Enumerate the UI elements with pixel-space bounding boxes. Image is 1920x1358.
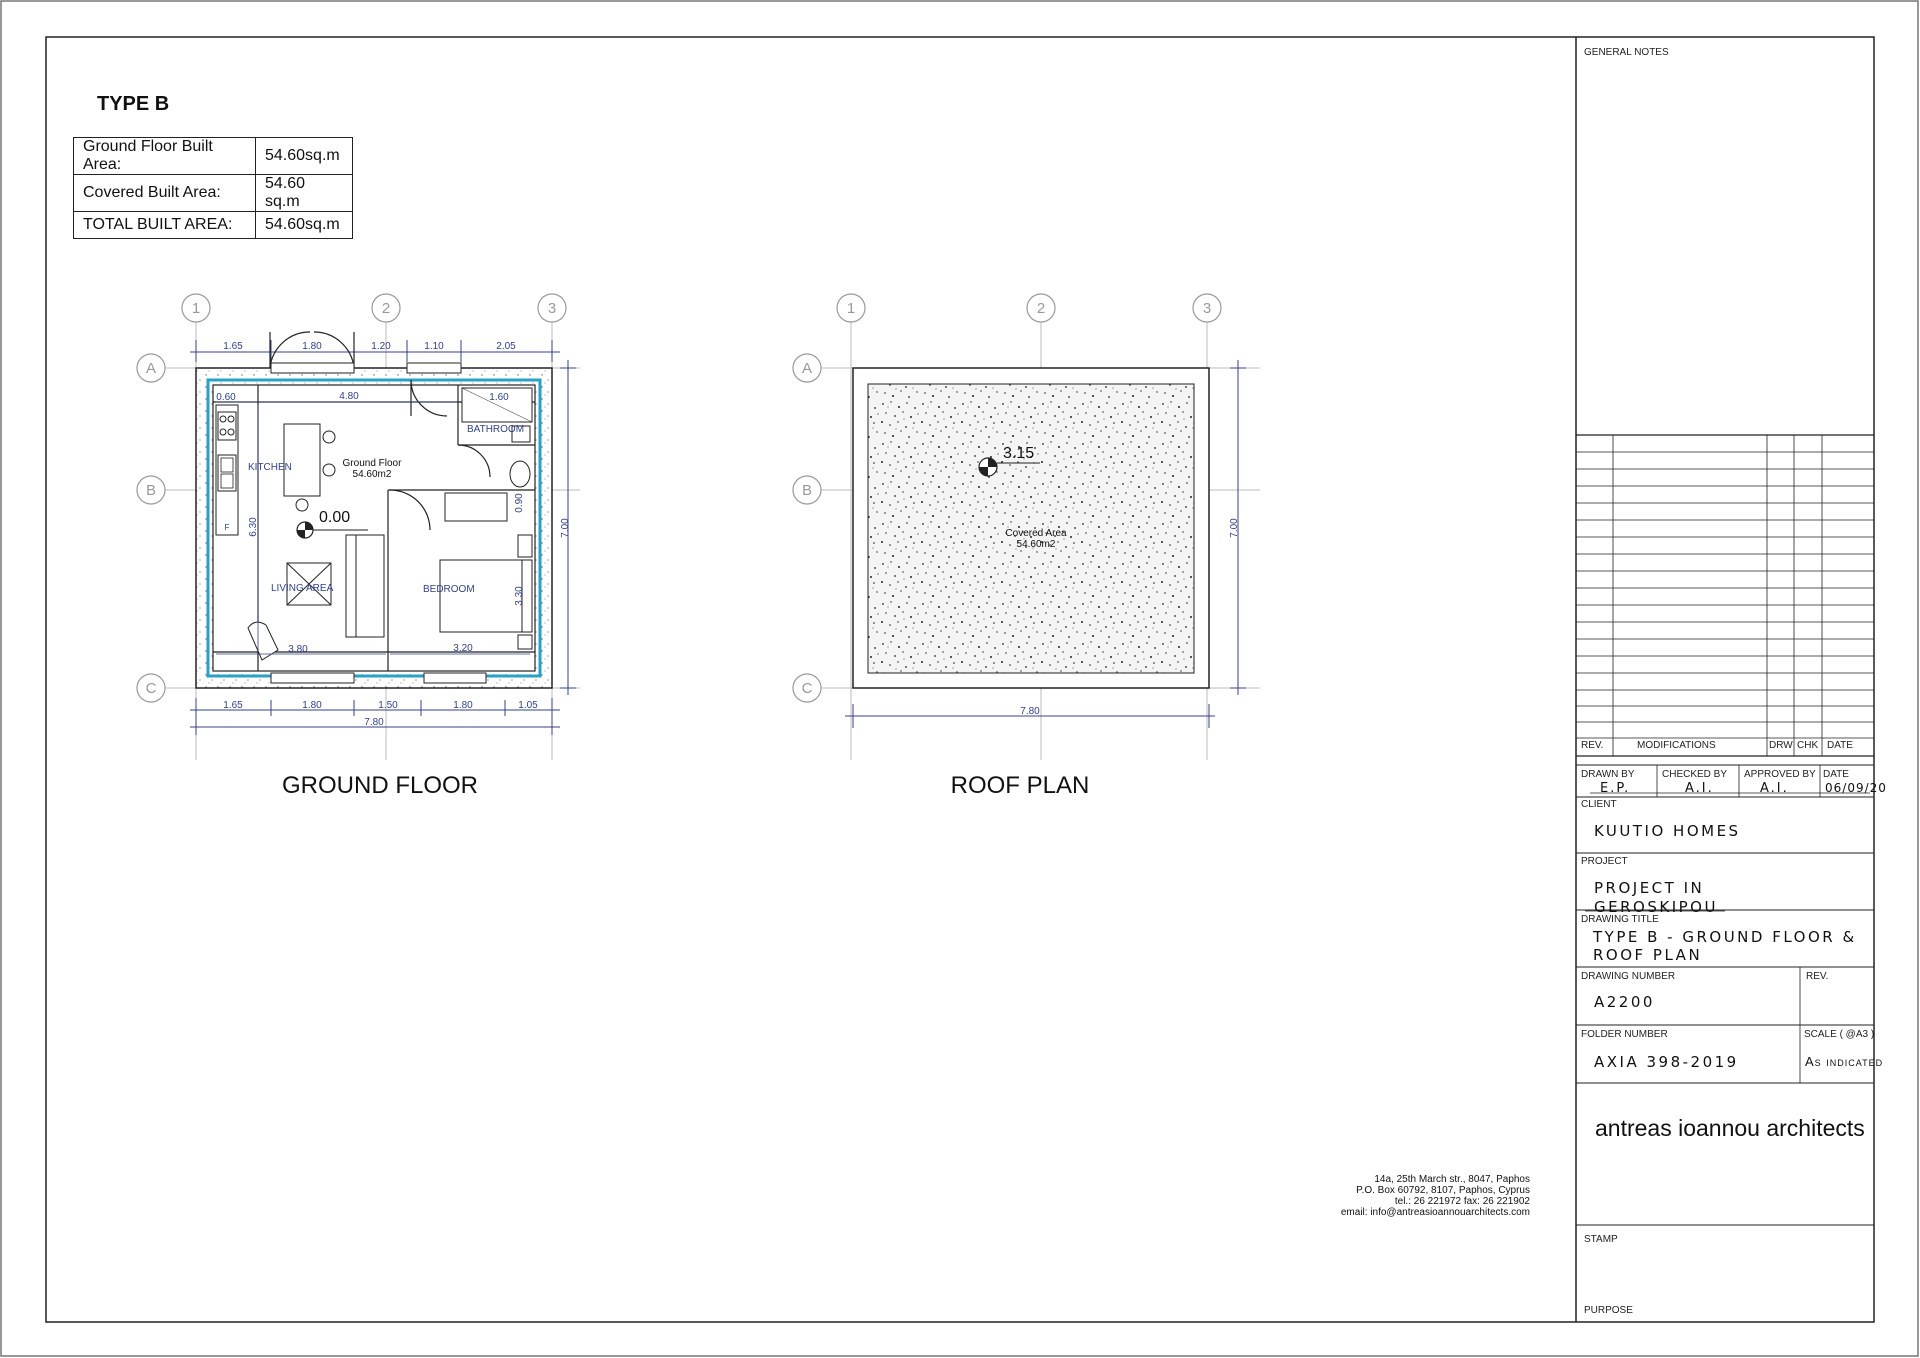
covered-area-value: 54.60m2: [1016, 539, 1056, 550]
table-row: [74, 138, 353, 175]
dimension-label: 1.05: [518, 700, 538, 711]
grid-label: 3: [547, 300, 557, 317]
dimension-label: 1.80: [302, 341, 322, 352]
roof-plan-title: ROOF PLAN: [950, 772, 1090, 799]
dimension-label: 3.30: [514, 586, 525, 606]
dimension-label: 3.20: [453, 643, 473, 654]
date-label: DATE: [1823, 769, 1849, 780]
dimension-label: 1.80: [453, 700, 473, 711]
grid-label: B: [801, 482, 813, 499]
project-line2: GEROSKIPOU: [1594, 898, 1718, 916]
ground-floor-title: GROUND FLOOR: [281, 772, 478, 799]
folder-number-value: AXIA 398-2019: [1594, 1053, 1739, 1071]
dimension-label: 0.90: [514, 493, 525, 513]
level-value: 3.15: [1003, 445, 1035, 462]
dimension-label: 4.80: [339, 391, 359, 402]
table-row: [74, 212, 353, 239]
drawn-by-value: E.P.: [1600, 781, 1631, 796]
area-value: 54.60sq.m: [256, 212, 353, 239]
chk-header: CHK: [1797, 740, 1819, 751]
client-label: CLIENT: [1581, 799, 1617, 810]
date-header: DATE: [1827, 740, 1853, 751]
checked-by-label: CHECKED BY: [1662, 769, 1728, 780]
purpose-label: PURPOSE: [1584, 1305, 1633, 1316]
modifications-header: MODIFICATIONS: [1637, 740, 1716, 751]
dimension-label: 1.50: [378, 700, 398, 711]
table-row: [74, 175, 353, 212]
date-value: 06/09/20: [1825, 781, 1887, 795]
project-line1: PROJECT IN: [1594, 879, 1705, 897]
rev-header: REV.: [1581, 740, 1604, 751]
dimension-label: 1.65: [223, 341, 243, 352]
drawing-number-label: DRAWING NUMBER: [1581, 971, 1676, 982]
firm-name: antreas ioannou architects: [1595, 1115, 1865, 1141]
level-value: 0.00: [319, 509, 351, 526]
grid-label: 2: [381, 300, 391, 317]
dimension-label: 7.80: [1020, 706, 1040, 717]
drawing-title-line2: ROOF PLAN: [1593, 946, 1703, 964]
room-label-ground-floor: Ground Floor: [342, 458, 402, 469]
room-label-living: LIVING AREA: [271, 583, 334, 594]
drawing-title-label: DRAWING TITLE: [1581, 914, 1659, 925]
room-label-kitchen: KITCHEN: [248, 462, 292, 473]
grid-label: B: [145, 482, 157, 499]
covered-area-label: Covered Area: [1005, 528, 1067, 539]
checked-by-value: A.I.: [1685, 781, 1714, 796]
client-value: KUUTIO HOMES: [1594, 822, 1741, 840]
email-line: email: info@antreasioannouarchitects.com: [1340, 1207, 1530, 1218]
dimension-label: 3.80: [288, 644, 308, 655]
dimension-label: 6.30: [248, 517, 259, 537]
dimension-label: 2.05: [496, 341, 516, 352]
address-line: tel.: 26 221972 fax: 26 221902: [1394, 1196, 1530, 1207]
dimension-label: 7.80: [364, 717, 384, 728]
folder-number-label: FOLDER NUMBER: [1581, 1029, 1668, 1040]
dimension-label: 1.80: [302, 700, 322, 711]
area-label: Ground Floor Built Area:: [74, 138, 256, 175]
area-value: 54.60 sq.m: [256, 175, 353, 212]
grid-label: 1: [846, 300, 856, 317]
grid-label: A: [145, 360, 157, 377]
ground-floor-plan: [137, 294, 580, 760]
grid-label: A: [801, 360, 813, 377]
room-area-ground-floor: 54.60m2: [352, 469, 392, 480]
fridge-label: F: [224, 523, 230, 532]
dimension-label: 1.10: [424, 341, 444, 352]
project-label: PROJECT: [1581, 856, 1628, 867]
dimension-label: 0.60: [216, 392, 236, 403]
scale-value: As indicated: [1805, 1054, 1884, 1069]
room-label-bedroom: BEDROOM: [423, 584, 475, 595]
grid-label: C: [145, 680, 157, 697]
drawing-title-line1: TYPE B - GROUND FLOOR &: [1593, 928, 1857, 946]
dimension-label: 1.65: [223, 700, 243, 711]
roof-plan: [793, 294, 1260, 760]
area-value: 54.60sq.m: [256, 138, 353, 175]
area-label: TOTAL BUILT AREA:: [74, 212, 256, 239]
stamp-label: STAMP: [1584, 1234, 1618, 1245]
grid-label: 2: [1036, 300, 1046, 317]
scale-label: SCALE ( @A3 ): [1804, 1029, 1875, 1040]
dimension-label: 7.00: [560, 518, 571, 538]
approved-by-value: A.I.: [1760, 781, 1789, 796]
drw-header: DRW: [1769, 740, 1793, 751]
drawing-number-value: A2200: [1594, 993, 1655, 1011]
approved-by-label: APPROVED BY: [1744, 769, 1816, 780]
area-label: Covered Built Area:: [74, 175, 256, 212]
address-line: 14a, 25th March str., 8047, Paphos: [1374, 1174, 1530, 1185]
grid-label: 3: [1202, 300, 1212, 317]
rev-label: REV.: [1806, 971, 1829, 982]
address-line: P.O. Box 60792, 8107, Paphos, Cyprus: [1356, 1185, 1530, 1196]
general-notes-label: GENERAL NOTES: [1584, 47, 1669, 58]
room-label-bathroom: BATHROOM: [467, 424, 525, 435]
dimension-label: 1.60: [489, 392, 509, 403]
area-table: [73, 137, 353, 239]
grid-label: C: [801, 680, 813, 697]
type-title: TYPE B: [97, 93, 170, 115]
drawn-by-label: DRAWN BY: [1581, 769, 1635, 780]
grid-label: 1: [191, 300, 201, 317]
dimension-label: 1.20: [371, 341, 391, 352]
dimension-label: 7.00: [1229, 518, 1240, 538]
